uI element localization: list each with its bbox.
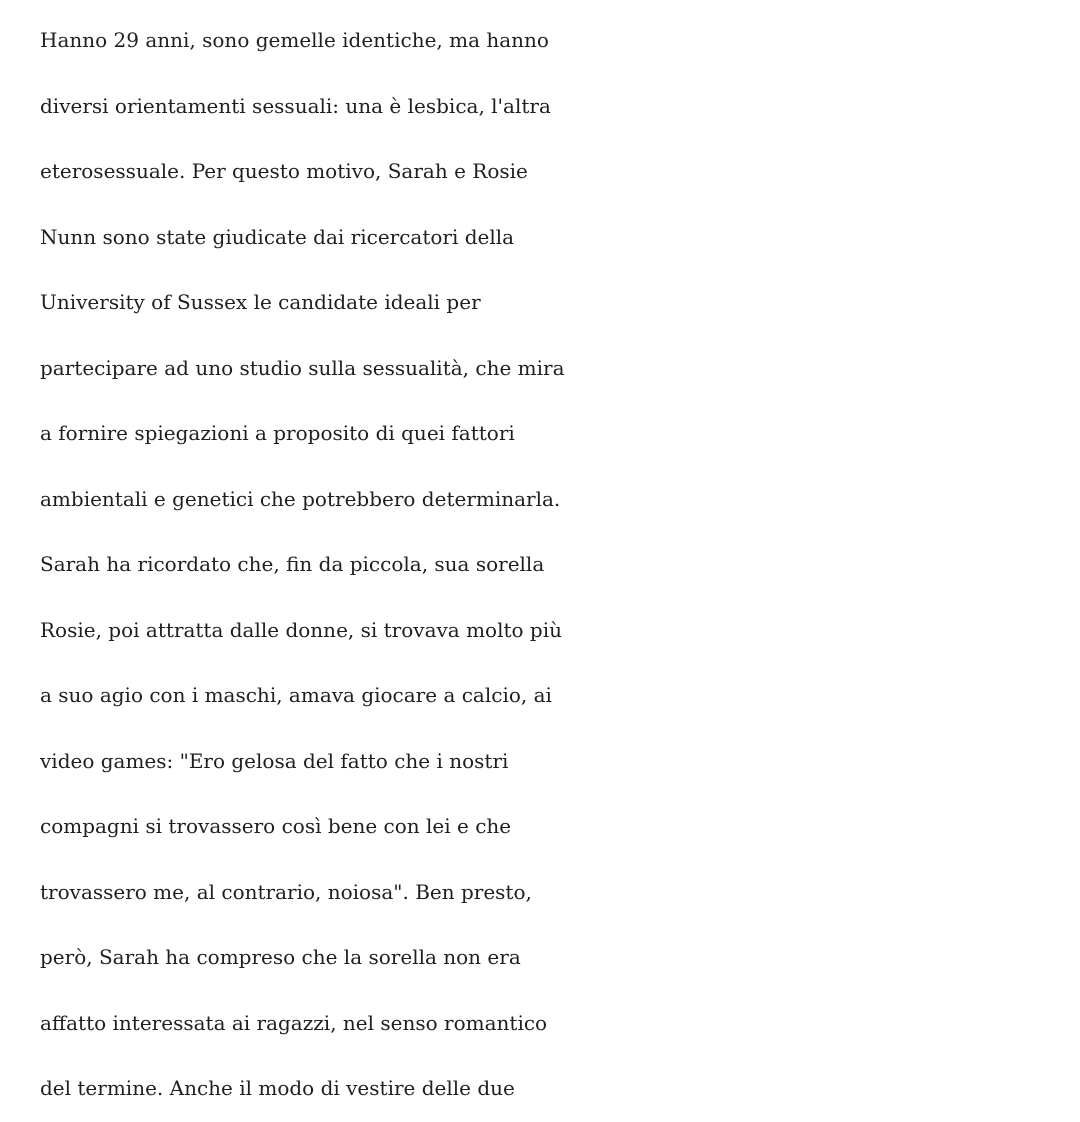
article-line: partecipare ad uno studio sulla sessualità, che mira bbox=[40, 355, 565, 380]
article-line: a fornire spiegazioni a proposito di quei fattori bbox=[40, 421, 515, 445]
article-line: a suo agio con i maschi, amava giocare a calcio, ai bbox=[40, 683, 552, 707]
article-line: del termine. Anche il modo di vestire delle due bbox=[40, 1076, 515, 1100]
article-line: video games: "Ero gelosa del fatto che i nostri bbox=[40, 748, 509, 773]
article-line: diversi orientamenti sessuali: una è lesbica, l'altra bbox=[40, 93, 551, 118]
article-line: Nunn sono state giudicate dai ricercatori della bbox=[40, 224, 515, 249]
article-line: ambientali e genetici che potrebbero determinarla. bbox=[40, 486, 561, 511]
article-line: compagni si trovassero così bene con lei e che bbox=[40, 814, 512, 838]
article-line: Hanno 29 anni, sono gemelle identiche, ma hanno bbox=[40, 28, 549, 52]
article-line: Sarah ha ricordato che, fin da piccola, sua sorella bbox=[40, 552, 545, 576]
article-line: trovassero me, al contrario, noiosa". Ben presto, bbox=[40, 879, 532, 904]
article-line: però, Sarah ha compreso che la sorella non era bbox=[40, 945, 521, 969]
article-body bbox=[40, 8, 1050, 1122]
article-line: Rosie, poi attratta dalle donne, si trovava molto più bbox=[40, 617, 562, 642]
article-line: eterosessuale. Per questo motivo, Sarah e Rosie bbox=[40, 159, 528, 183]
article-line: University of Sussex le candidate ideali per bbox=[40, 290, 481, 314]
article-line: affatto interessata ai ragazzi, nel senso romantico bbox=[40, 1010, 548, 1035]
